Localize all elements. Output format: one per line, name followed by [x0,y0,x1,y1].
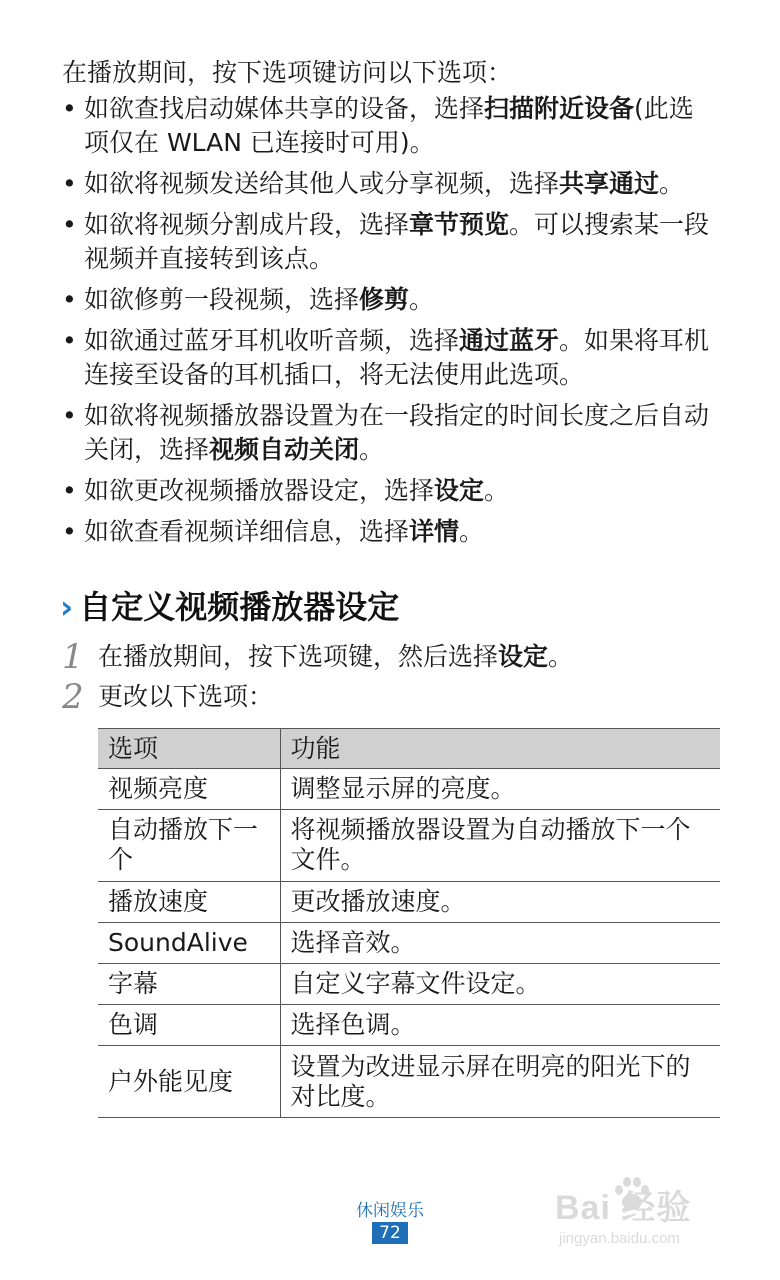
intro-text: 在播放期间，按下选项键访问以下选项： [62,58,513,87]
table-row: SoundAlive 选择音效。 [98,923,720,964]
table-row: 色调 选择色调。 [98,1005,720,1046]
table-row: 字幕 自定义字幕文件设定。 [98,964,720,1005]
table-row: 视频亮度 调整显示屏的亮度。 [98,769,720,810]
table-row: 播放速度 更改播放速度。 [98,882,720,923]
table-row: 自动播放下一个 将视频播放器设置为自动播放下一个文件。 [98,810,720,882]
section-title: 自定义视频播放器设定 [79,588,400,626]
page-number-badge: 72 [372,1222,408,1244]
table-row: 户外能见度 设置为改进显示屏在明亮的阳光下的对比度。 [98,1046,720,1118]
list-item: • 如欲查找启动媒体共享的设备，选择扫描附近设备(此选项仅在 WLAN 已连接时可用)。 [62,92,712,160]
list-item: • 如欲更改视频播放器设定，选择设定。 [62,474,712,508]
list-item: • 如欲修剪一段视频，选择修剪。 [62,283,712,317]
options-table [98,728,720,1118]
list-item: • 如欲将视频播放器设置为在一段指定的时间长度之后自动关闭，选择视频自动关闭。 [62,399,712,467]
list-item: • 如欲将视频发送给其他人或分享视频，选择共享通过。 [62,167,712,201]
watermark-text: Bai 经验 [555,1189,692,1227]
step-1: 1 在播放期间，按下选项键，然后选择设定。 [62,637,574,677]
list-item: • 如欲通过蓝牙耳机收听音频，选择通过蓝牙。如果将耳机连接至设备的耳机插口，将无法使用此选项。 [62,324,712,392]
step-2: 2 更改以下选项： [62,677,274,717]
table-header: 功能 [280,729,720,769]
option-list [62,92,712,556]
baidu-watermark [555,1172,745,1262]
step-number: 1 [62,637,84,677]
table-header-row [98,729,720,769]
list-item: • 如欲将视频分割成片段，选择章节预览。可以搜索某一段视频并直接转到该点。 [62,208,712,276]
footer-section-label: 休闲娱乐 [356,1201,424,1221]
table-header: 选项 [98,729,280,769]
step-number: 2 [62,677,84,717]
list-item: • 如欲查看视频详细信息，选择详情。 [62,515,712,549]
section-heading [60,585,399,629]
watermark-url: jingyan.baidu.com [559,1230,680,1247]
chevron-right-icon: › [60,588,74,626]
